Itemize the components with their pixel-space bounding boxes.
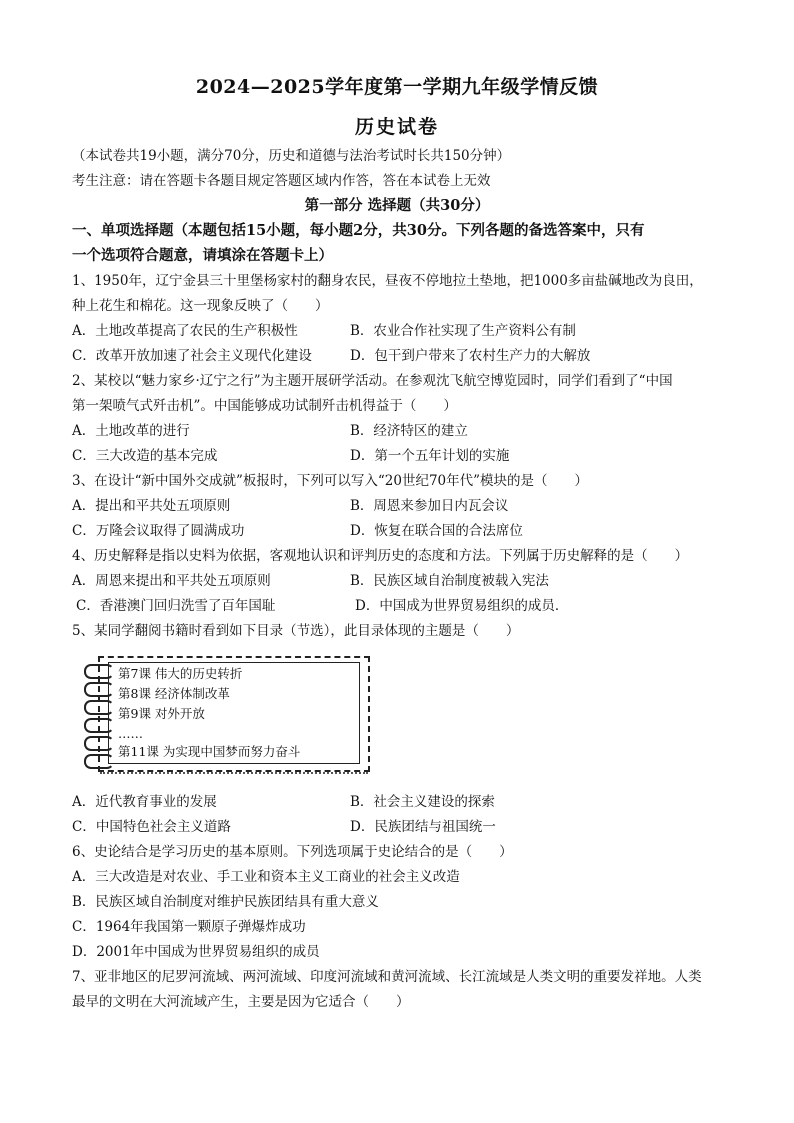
toc-entry: 第11课 为实现中国梦而努力奋斗 xyxy=(118,744,301,759)
question-2-option-a: A．土地改革的进行 xyxy=(72,423,190,439)
question-3-option-b: B．周恩来参加日内瓦会议 xyxy=(350,498,509,514)
question-3-stem: 3、在设计“新中国外交成就”板报时，下列可以写入“20世纪70年代”模块的是（ ） xyxy=(72,473,589,489)
question-6-option-b: B．民族区域自治制度对维护民族团结具有重大意义 xyxy=(72,894,379,910)
table-of-contents-notebook xyxy=(78,654,370,776)
question-2-option-b: B．经济特区的建立 xyxy=(350,423,468,439)
question-3-option-d: D．恢复在联合国的合法席位 xyxy=(350,523,523,539)
exam-notice: 考生注意：请在答题卡各题目规定答题区域内作答，答在本试卷上无效 xyxy=(72,173,491,189)
question-5-stem: 5、某同学翻阅书籍时看到如下目录（节选），此目录体现的主题是（ ） xyxy=(72,623,520,639)
question-7-stem-line2: 最早的文明在大河流域产生，主要是因为它适合（ ） xyxy=(72,994,410,1010)
question-1-stem-line1: 1、1950年，辽宁金县三十里堡杨家村的翻身农民，昼夜不停地拉土垫地，把1000多亩盐碱地改为良田， xyxy=(72,273,703,289)
question-4-option-d: D．中国成为世界贸易组织的成员． xyxy=(355,598,569,614)
question-3-option-c: C．万隆会议取得了圆满成功 xyxy=(72,523,245,539)
binder-ring-icon xyxy=(84,664,114,679)
binder-ring-icon xyxy=(84,718,114,733)
question-1-option-b: B．农业合作社实现了生产资料公有制 xyxy=(350,323,576,339)
question-5-option-c: C．中国特色社会主义道路 xyxy=(72,819,231,835)
question-5-option-a: A．近代教育事业的发展 xyxy=(72,794,217,810)
question-6-stem: 6、史论结合是学习历史的基本原则。下列选项属于史论结合的是（ ） xyxy=(72,844,513,860)
question-4-option-b: B．民族区域自治制度被载入宪法 xyxy=(350,573,549,589)
question-5-option-d: D．民族团结与祖国统一 xyxy=(350,819,496,835)
binder-ring-icon xyxy=(84,736,114,751)
question-4-stem: 4、历史解释是指以史料为依据，客观地认识和评判历史的态度和方法。下列属于历史解释的是（ ） xyxy=(72,548,689,564)
binder-ring-icon xyxy=(84,700,114,715)
toc-entry: 第9课 对外开放 xyxy=(118,706,205,721)
question-6-option-d: D．2001年中国成为世界贸易组织的成员 xyxy=(72,944,320,960)
section-instructions-line2: 一个选项符合题意，请填涂在答题卡上） xyxy=(72,247,333,264)
question-1-option-d: D．包干到户带来了农村生产力的大解放 xyxy=(350,348,591,364)
exam-subject: 历史试卷 xyxy=(354,116,439,138)
notebook-edge xyxy=(100,766,368,774)
toc-entry: 第8课 经济体制改革 xyxy=(118,686,230,701)
question-3-option-a: A．提出和平共处五项原则 xyxy=(72,498,231,514)
question-2-option-c: C．三大改造的基本完成 xyxy=(72,448,218,464)
question-6-option-c: C．1964年我国第一颗原子弹爆炸成功 xyxy=(72,919,306,935)
toc-entry: 第7课 伟大的历史转折 xyxy=(118,666,243,681)
question-2-stem-line2: 第一架喷气式歼击机”。中国能够成功试制歼击机得益于（ ） xyxy=(72,398,457,414)
binder-ring-icon xyxy=(84,682,114,697)
section-instructions-line1: 一、单项选择题（本题包括15小题，每小题2分，共30分。下列各题的备选答案中，只有 xyxy=(72,222,645,239)
exam-title: 2024—2025学年度第一学期九年级学情反馈 xyxy=(195,76,599,98)
question-1-option-c: C．改革开放加速了社会主义现代化建设 xyxy=(72,348,312,364)
question-1-option-a: A．土地改革提高了农民的生产积极性 xyxy=(72,323,298,339)
question-4-option-a: A．周恩来提出和平共处五项原则 xyxy=(72,573,271,589)
question-7-stem-line1: 7、亚非地区的尼罗河流域、两河流域、印度河流域和黄河流域、长江流域是人类文明的重要发祥地。人类 xyxy=(72,969,702,985)
question-1-stem-line2: 种上花生和棉花。这一现象反映了（ ） xyxy=(72,298,329,314)
part-heading: 第一部分 选择题（共30分） xyxy=(304,197,490,214)
question-4-option-c: C．香港澳门回归洗雪了百年国耻 xyxy=(76,598,276,614)
question-2-stem-line1: 2、某校以“魅力家乡·辽宁之行”为主题开展研学活动。在参观沈飞航空博览园时，同学们看到了“中国 xyxy=(72,373,673,389)
toc-entry: …… xyxy=(118,726,143,741)
question-6-option-a: A．三大改造是对农业、手工业和资本主义工商业的社会主义改造 xyxy=(72,869,460,885)
exam-note: （本试卷共19小题，满分70分，历史和道德与法治考试时长共150分钟） xyxy=(72,148,511,164)
question-5-option-b: B．社会主义建设的探索 xyxy=(350,794,495,810)
question-2-option-d: D．第一个五年计划的实施 xyxy=(350,448,510,464)
